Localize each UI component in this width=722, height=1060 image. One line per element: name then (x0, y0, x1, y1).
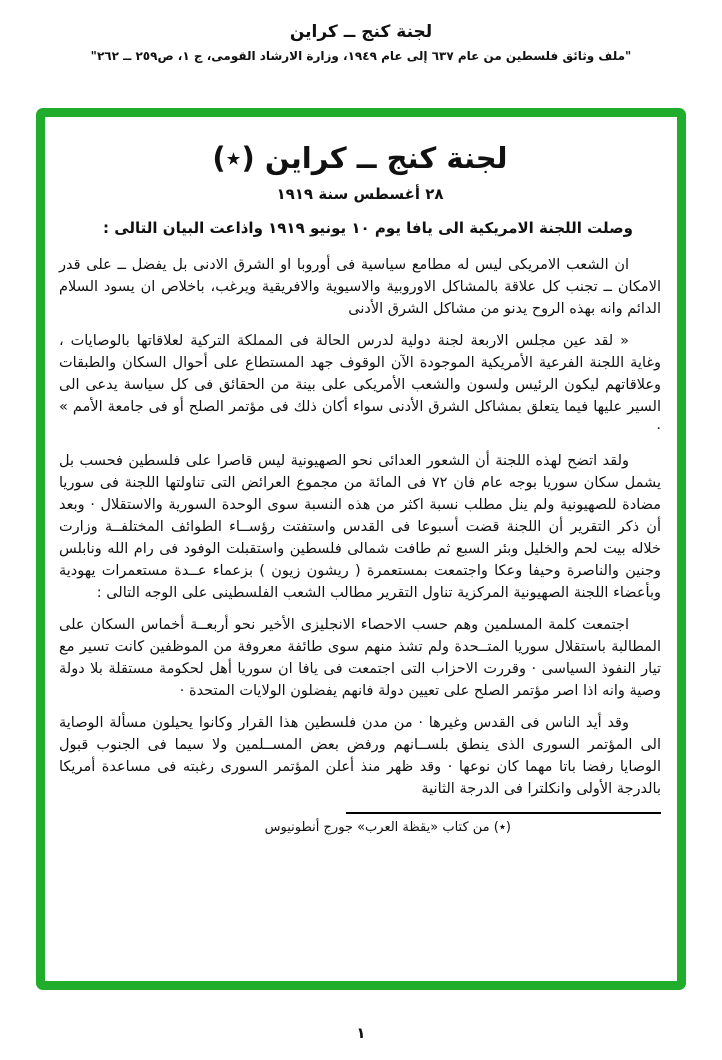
footnote-text: (٭) من كتاب «يقظة العرب» جورج أنطونيوس (264, 819, 511, 835)
page-number: ١ (356, 1024, 366, 1042)
header-source-line: "ملف وثائق فلسطين من عام ٦٣٧ إلى عام ١٩٤٩، وزارة الارشاد القومى، ج ١، ص٢٥٩ ــ ٢٦٢" (90, 49, 632, 63)
page-header (0, 22, 722, 63)
document-paragraph: اجتمعت كلمة المسلمين وهم حسب الاحصاء الانجليزى الأخير نحو أربعــة أخماس السكان على المطالبة باستقلال سوريا المتــحدة ولم تشذ منهم سوى طائفة معروفة من الموظفين كانت تسير مع تيار النفوذ السياسى · وقررت الاحزاب التى اجتمعت فى يافا ان سوريا أهل لحكومة مستقلة بلا دولة وصية وانه اذا اصر مؤتمر الصلح على تعيين دولة فانهم يفضلون الولايات المتحدة · (59, 616, 661, 699)
document-paragraph: ان الشعب الامريكى ليس له مطامع سياسية فى أوروبا او الشرق الادنى بل يفضل ــ على قدر الامكان ــ تجنب كل علاقة بالمشاكل الاوروبية والاسيوية والافريقية ويرغب، باخلاص ان يسود السلام الدائم وانه بهذه الروح يدنو من مشاكل الشرق الأدنى (59, 256, 661, 317)
green-framed-document (36, 108, 686, 990)
document-date: ٢٨ أغسطس سنة ١٩١٩ (276, 184, 444, 203)
document-title: لجنة كنج ــ كراين (٭) (212, 141, 508, 175)
document-intro-line: وصلت اللجنة الامريكية الى يافا يوم ١٠ يونيو ١٩١٩ واذاعت البيان التالى : (103, 218, 633, 237)
footnote-divider (346, 812, 661, 814)
document-paragraph: وقد أيد الناس فى القدس وغيرها · من مدن فلسطين هذا القرار وكانوا يحيلون مسألة الوصاية الى المؤتمر السورى الذى ينطق بلســانهم ورفض بعض المســلمين ولا سيما فى الجنوب قبول الوصايا رفضا باتا مهما كان نوعها · وقد ظهر منذ أعلن المؤتمر السورى رغبته فى مساعدة أمريكا بالدرجة الأولى وانكلترا فى الدرجة الثانية (59, 714, 661, 797)
document-paragraph: « لقد عين مجلس الاربعة لجنة دولية لدرس الحالة فى المملكة التركية لعلاقاتها بالوصايات ، وغاية اللجنة الفرعية الأمريكية الموجودة الآن الوقوف جهد المستطاع على أحوال السكان والطبقات وعلاقاتهم ليكون الرئيس ولسون والشعب الأمريكى على بينة من الحقائق فى كل سياسة يدعى الى السير عليها فيما يتعلق بمشاكل الشرق الأدنى سواء أكان ذلك فى مؤتمر الصلح أو فى جامعة الأمم » · (59, 332, 661, 437)
document-paragraph: ولقد اتضح لهذه اللجنة أن الشعور العدائى نحو الصهيونية ليس قاصرا على فلسطين فحسب بل يشمل سكان سوريا بوجه عام فان ٧٢ فى المائة من مجموع العرائض التى تناولتها اللجنة فى سوريا مضادة للصهيونية ولم ينل مطلب نسبة اكثر من هذه النسبة سوى الوحدة السورية والاستقلال · وبعد أن ذكر التقرير أن اللجنة قضت أسبوعا فى القدس واستفتت رؤســاء الطوائف المختلفــة وزارت خلاله بيت لحم والخليل وبئر السبع ثم طافت شمالى فلسطين واستقبلت الوفود فى رام الله ونابلس وجنين والناصرة وحيفا وعكا واجتمعت بمستعمرة ( ريشون زيون ) بزعماء عــدة مستعمرات يهودية وبأعضاء اللجنة الصهيونية المركزية تناول التقرير مطالب الشعب الفلسطينى على الوجه التالى : (59, 452, 661, 601)
header-title: لجنة كنج ــ كراين (289, 22, 433, 42)
